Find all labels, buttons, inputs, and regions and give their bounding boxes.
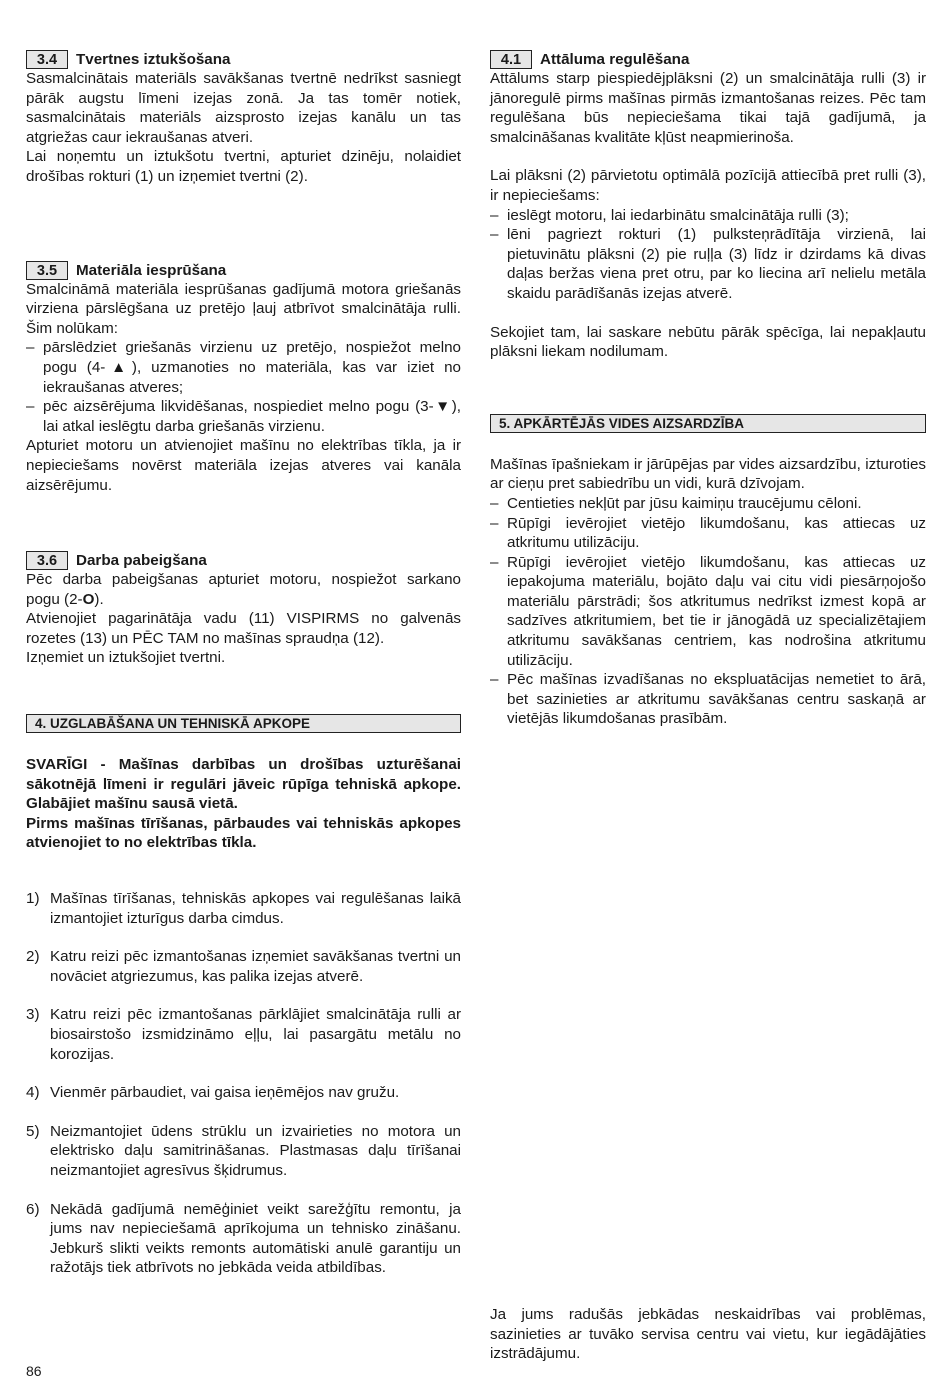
left-column: [26, 50, 461, 1278]
list-item: – ieslēgt motoru, lai iedarbinātu smalcinātāja rulli (3);: [490, 206, 849, 224]
list-item: – Centieties nekļūt par jūsu kaimiņu traucējumu cēloni.: [490, 494, 862, 512]
section-number: 4.1: [490, 50, 532, 69]
section-title: Attāluma regulēšana: [540, 51, 690, 68]
list-item: – pēc aizsērējuma likvidēšanas, nospiediet melno pogu (3-▼), lai atkal ieslēgtu darba griešanās virzienu.: [26, 398, 461, 435]
paragraph: Pēc darba pabeigšanas apturiet motoru, nospiežot sarkano pogu (2-O).: [26, 571, 461, 608]
paragraph: Mašīnas īpašniekam ir jārūpējas par vides aizsardzību, izturoties ar cieņu pret sabiedrību un vidi, kurā dzīvojam.: [490, 455, 926, 493]
section-number: 3.4: [26, 50, 68, 69]
list-item: – Pēc mašīnas izvadīšanas no ekspluatācijas nemetiet to ārā, bet sazinieties ar atkritumu savākšanas centru saskaņā ar vietējās likumdošanas prasībām.: [490, 671, 926, 728]
list-item: – Rūpīgi ievērojiet vietējo likumdošanu, kas attiecas uz atkritumu utilizāciju.: [490, 514, 926, 552]
list-item: – lēni pagriezt rokturi (1) pulksteņrādītāja virzienā, lai pietuvinātu plāksni (2) pie ruļļa (3) līdz ir dzirdams kā divas daļas beržas viena pret otru, par ko liecina arī nelielu metāla skaidu parādīšanās izejas atverē.: [490, 226, 926, 302]
page-number: 86: [26, 1363, 42, 1379]
warning-text: SVARĪGI - Mašīnas darbības un drošības uzturēšanai sākotnējā līmeni ir regulāri jāveic rūpīga tehniskā apkope. Glabājiet mašīnu sausā vietā.: [26, 756, 461, 813]
section-3-4-heading: [26, 50, 461, 69]
warning-text: Pirms mašīnas tīrīšanas, pārbaudes vai tehniskās apkopes atvienojiet to no elektrības tīkla.: [26, 814, 461, 852]
paragraph: Lai plāksni (2) pārvietotu optimālā pozīcijā attiecībā pret rulli (3), ir nepieciešams:: [490, 167, 926, 204]
paragraph: Lai noņemtu un iztukšotu tvertni, apturiet dzinēju, nolaidiet drošības rokturi (1) un izņemiet tvertni (2).: [26, 148, 461, 185]
list-item: – Rūpīgi ievērojiet vietējo likumdošanu, kas attiecas uz iepakojuma materiālu, bojāto daļu vai citu vidi piesārņojošo materiālu pārstrādi; šos atkritumus nedrīkst izmest kopā ar sadzīves atkritumiem, bet tie ir jānogādā uz specializētajiem atkritumu savākšanas centriem, kas nodrošina atkritumu utilizāciju.: [490, 553, 926, 669]
list-item: 3) Katru reizi pēc izmantošanas pārklājiet smalcinātāja rulli ar biosairstošo izsmidzināmo eļļu, lai pasargātu metālu no korozijas.: [26, 1006, 461, 1063]
paragraph: Attālums starp piespiedējplāksni (2) un smalcinātāja rulli (3) ir jānoregulē pirms mašīnas pirmās izmantošanas reizes. Pēc tam regulēšana būs nepieciešama tikai tajā gadījumā, ja smalcināšanas kvalitāte kļūst neapmierinoša.: [490, 70, 926, 146]
section-title: Tvertnes iztukšošana: [76, 51, 231, 68]
section-number: 3.5: [26, 261, 68, 280]
chapter-4-heading: 4. UZGLABĀŠANA UN TEHNISKĀ APKOPE: [26, 714, 461, 733]
section-4-1-heading: [490, 50, 926, 69]
footer-note: Ja jums radušās jebkādas neskaidrības vai problēmas, sazinieties ar tuvāko servisa centru vai vietu, kur iegādājāties izstrādājumu.: [490, 1306, 926, 1363]
paragraph: Smalcināmā materiāla iesprūšanas gadījumā motora griešanās virziena pārslēgšana uz pretējo ļauj atbrīvot smalcinātāja rulli. Šim nolūkam:: [26, 280, 461, 337]
paragraph: Izņemiet un iztukšojiet tvertni.: [26, 649, 226, 667]
list-item: 2) Katru reizi pēc izmantošanas izņemiet savākšanas tvertni un novāciet atgriezumus, kas palika izejas atverē.: [26, 948, 461, 985]
list-item: – pārslēdziet griešanās virzienu uz pretējo, nospiežot melno pogu (4-▲), uzmanoties no materiāla, kas var iziet no iekraušanas atveres;: [26, 339, 461, 396]
section-3-6-heading: [26, 551, 461, 570]
section-title: Darba pabeigšana: [76, 552, 207, 570]
list-item: 1) Mašīnas tīrīšanas, tehniskās apkopes vai regulēšanas laikā izmantojiet izturīgus darba cimdus.: [26, 890, 461, 927]
section-3-5-heading: [26, 261, 461, 280]
paragraph: Sasmalcinātais materiāls savākšanas tvertnē nedrīkst sasniegt pārāk augstu līmeni izejas zonā. Ja tas tomēr notiek, sasmalcinātais materiāls aizsprosto izejas kanālu un tas atgriežas caur iekraušanas atveri.: [26, 70, 461, 146]
right-column: [490, 50, 926, 729]
section-number: 3.6: [26, 551, 68, 570]
list-item: 4) Vienmēr pārbaudiet, vai gaisa ieņēmējos nav gružu.: [26, 1084, 400, 1102]
paragraph: Apturiet motoru un atvienojiet mašīnu no elektrības tīkla, ja ir nepieciešams novērst materiāla izejas atveres vai kanāla aizsērējumu.: [26, 437, 461, 494]
paragraph: Atvienojiet pagarinātāja vadu (11) VISPIRMS no galvenās rozetes (13) un PĒC TAM no mašīnas spraudņa (12).: [26, 610, 461, 647]
paragraph: Sekojiet tam, lai saskare nebūtu pārāk spēcīga, lai nepakļautu plāksni liekam nodilumam.: [490, 323, 926, 361]
section-title: Materiāla iesprūšana: [76, 261, 227, 279]
chapter-5-heading: 5. APKĀRTĒJĀS VIDES AIZSARDZĪBA: [490, 414, 926, 433]
list-item: 6) Nekādā gadījumā nemēģiniet veikt sarežģītu remontu, ja jums nav nepieciešamā aprīkojuma un tehnisko zināšanu. Jebkurš slikti veikts remonts automātiski anulē garantiju un ražotājs tiek atbrīvots no jebkāda veida atbildības.: [26, 1200, 461, 1277]
list-item: 5) Neizmantojiet ūdens strūklu un izvairieties no motora un elektrisko daļu samitrināšanas. Plastmasas daļu tīrīšanai neizmantojiet agresīvus šķidrumus.: [26, 1122, 461, 1179]
